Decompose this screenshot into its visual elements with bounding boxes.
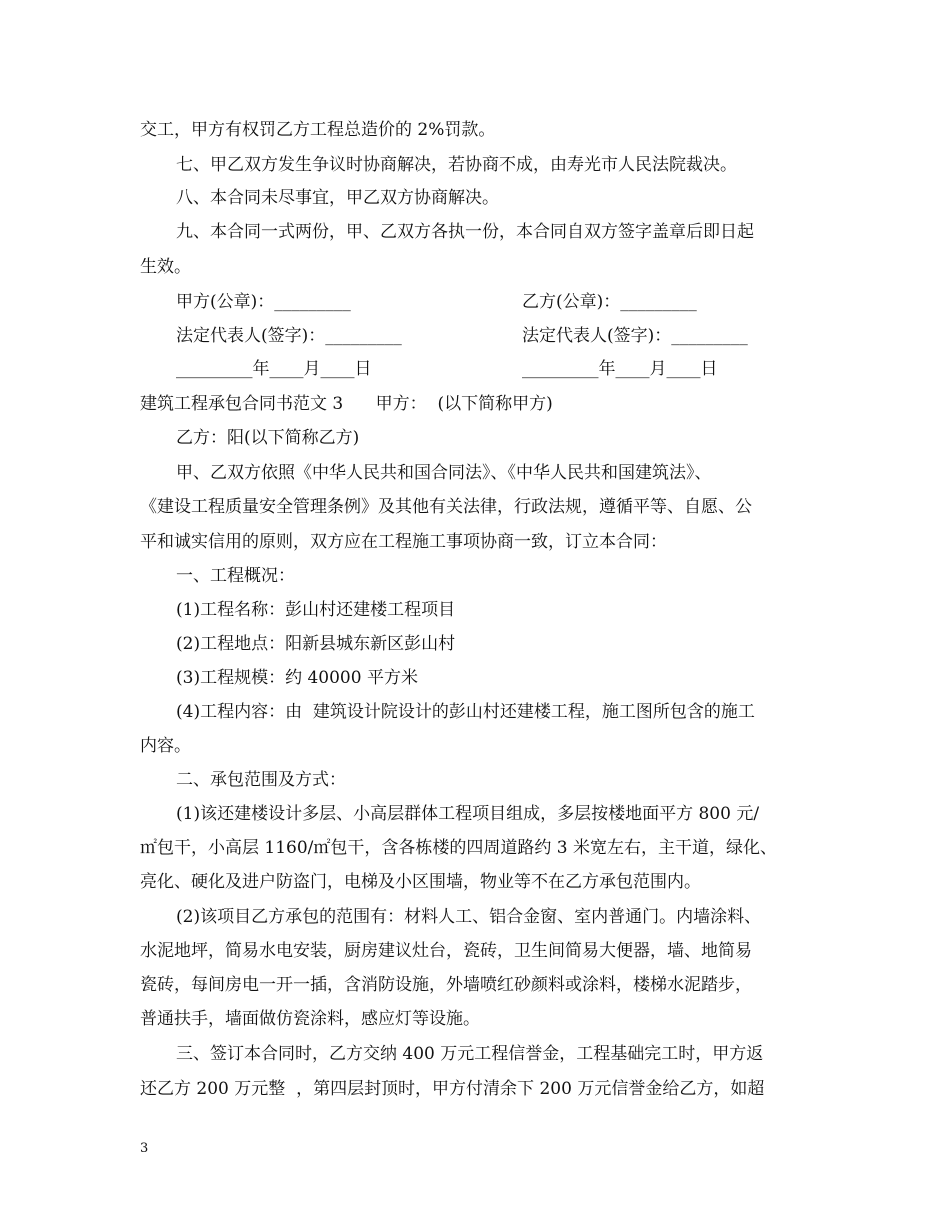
text-line: (4)工程内容：由 建筑设计院设计的彭山村还建楼工程，施工图所包含的施工: [176, 702, 755, 722]
text-line: 生效。: [140, 257, 191, 277]
text-line: 内容。: [140, 736, 191, 756]
text-line: (2)工程地点：阳新县城东新区彭山村: [176, 634, 456, 654]
page-number: 3: [140, 1141, 149, 1156]
text-line: 八、本合同未尽事宜，甲乙双方协商解决。: [176, 188, 499, 208]
text-line: (1)该还建楼设计多层、小高层群体工程项目组成，多层按楼地面平方 800 元/: [176, 804, 760, 824]
section-title: 建筑工程承包合同书范文 3 甲方： (以下简称甲方): [140, 394, 553, 414]
party-b-representative-field: 法定代表人(签字)：_________: [522, 326, 748, 346]
text-line: (2)该项目乙方承包的范围有：材料人工、铝合金窗、室内普通门。内墙涂料、: [176, 907, 762, 927]
text-line: 三、签订本合同时，乙方交纳 400 万元工程信誉金，工程基础完工时，甲方返: [176, 1044, 764, 1064]
party-b-date-field: _________年____月____日: [522, 359, 718, 379]
text-line: 九、本合同一式两份，甲、乙双方各执一份，本合同自双方签字盖章后即日起: [176, 222, 754, 242]
text-line: 甲、乙双方依照《中华人民共和国合同法》、《中华人民共和国建筑法》、: [176, 463, 712, 483]
party-a-representative-field: 法定代表人(签字)：_________: [176, 326, 402, 346]
text-line: 乙方：阳(以下简称乙方): [176, 428, 360, 448]
text-line: 七、甲乙双方发生争议时协商解决，若协商不成，由寿光市人民法院裁决。: [176, 155, 737, 175]
text-line: 还乙方 200 万元整 ，第四层封顶时，甲方付清余下 200 万元信誉金给乙方，如超: [140, 1079, 765, 1099]
text-line: 《建设工程质量安全管理条例》及其他有关法律，行政法规，遵循平等、自愿、公: [140, 497, 752, 517]
text-line: 瓷砖，每间房电一开一插，含消防设施，外墙喷红砂颜料或涂料，楼梯水泥踏步，: [140, 975, 752, 995]
text-line: 普通扶手，墙面做仿瓷涂料，感应灯等设施。: [140, 1009, 480, 1029]
text-line: 水泥地坪，简易水电安装，厨房建议灶台，瓷砖，卫生间简易大便器，墙、地简易: [140, 941, 752, 961]
text-line: 亮化、硬化及进户防盗门，电梯及小区围墙，物业等不在乙方承包范围内。: [140, 872, 701, 892]
text-line: (3)工程规模：约 40000 平方米: [176, 668, 418, 688]
text-line: 二、承包范围及方式：: [176, 770, 346, 790]
party-a-seal-field: 甲方(公章)：_________: [176, 292, 351, 312]
text-line: 平和诚实信用的原则，双方应在工程施工事项协商一致，订立本合同：: [140, 532, 667, 552]
party-a-date-field: _________年____月____日: [176, 359, 372, 379]
text-line: 一、工程概况：: [176, 566, 295, 586]
text-line: 交工，甲方有权罚乙方工程总造价的 2%罚款。: [140, 120, 496, 140]
party-b-seal-field: 乙方(公章)：_________: [522, 292, 697, 312]
text-line: (1)工程名称：彭山村还建楼工程项目: [176, 600, 456, 620]
text-line: ㎡包干，小高层 1160/㎡包干，含各栋楼的四周道路约 3 米宽左右，主干道，绿化、: [140, 838, 778, 858]
